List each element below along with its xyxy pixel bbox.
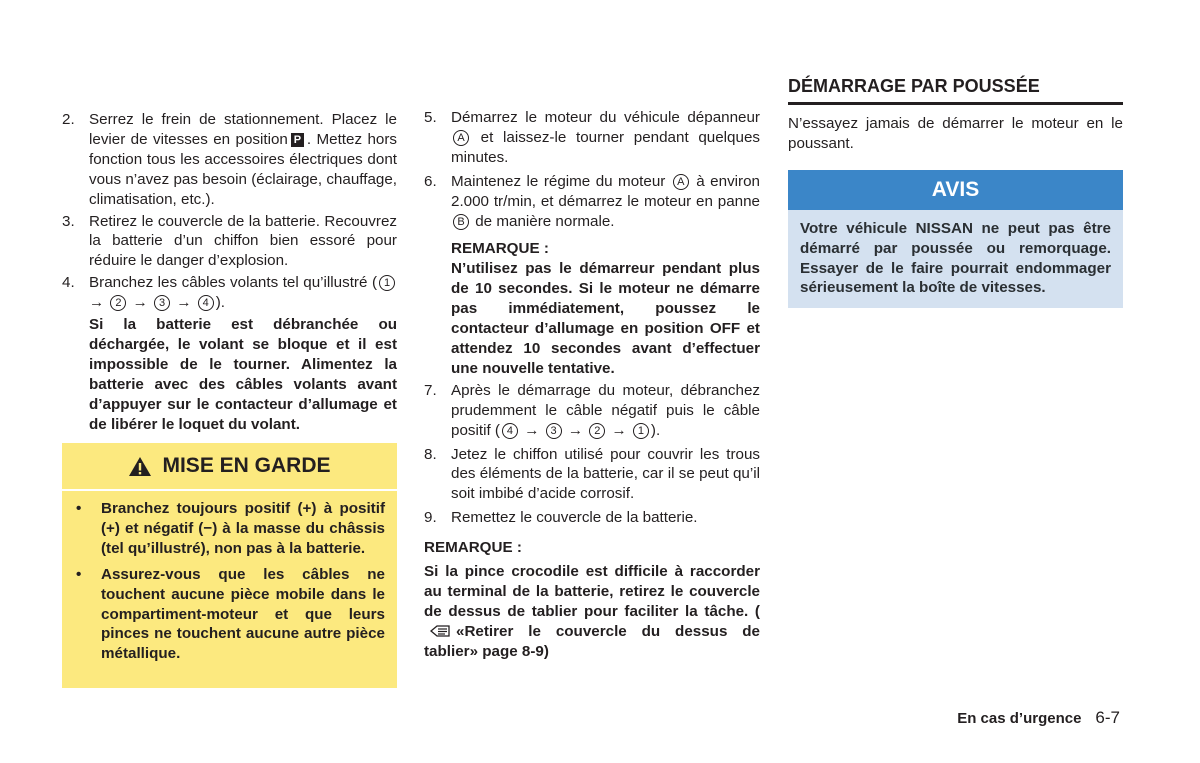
- circle-b-icon: B: [453, 214, 469, 230]
- note-text-part: «Retirer le couvercle du dessus de tablier» page 8-9): [424, 622, 760, 660]
- step-number: 8.: [424, 445, 437, 463]
- step-number: 4.: [62, 274, 75, 292]
- park-position-icon: P: [291, 133, 304, 147]
- circle-a-icon: A: [673, 174, 689, 190]
- step-text-part: ).: [650, 421, 661, 439]
- circle-2-icon: 2: [589, 423, 605, 439]
- caution-list: [62, 491, 397, 664]
- step-text-part: de manière normale.: [475, 212, 615, 230]
- step-text-part: . Mettez hors fonction tous les accessoires électriques dont vous n’avez pas besoin (éclairage, chauffage, climatisation, etc.).: [89, 130, 398, 208]
- left-column: [62, 110, 397, 437]
- caution-title: MISE EN GARDE: [162, 454, 331, 477]
- bullet-icon: •: [76, 500, 82, 517]
- step-text: Remettez le couvercle de la batterie.: [451, 509, 698, 527]
- circle-a-icon: A: [453, 130, 469, 146]
- warning-icon: [128, 456, 152, 477]
- arrow-icon: →: [132, 294, 148, 312]
- bullet-icon: •: [76, 565, 82, 583]
- caution-box: [62, 443, 397, 688]
- circle-3-icon: 3: [546, 423, 562, 439]
- caution-header: [62, 443, 397, 491]
- step-text-part: ).: [215, 294, 226, 312]
- arrow-icon: →: [567, 421, 584, 439]
- notice-title: AVIS: [788, 170, 1123, 210]
- step-text-part: et laissez-le tourner pendant quelques minutes.: [451, 128, 760, 166]
- arrow-icon: →: [89, 294, 105, 312]
- page-reference-icon: [430, 623, 452, 639]
- note-text-part: Si la pince crocodile est difficile à raccorder au terminal de la batterie, retirez le couvercle de dessus de tablier pour faciliter la tâche. (: [424, 563, 760, 620]
- step-number: 5.: [424, 109, 437, 126]
- step-text: [451, 172, 760, 232]
- middle-column: [424, 108, 760, 662]
- note-text: [424, 562, 760, 662]
- step-text: Retirez le couvercle de la batterie. Recouvrez la batterie d’un chiffon bien essoré pour réduire le danger d’explosion.: [89, 212, 397, 270]
- step-text-part: Serrez le frein de stationnement. Placez le levier de vitesses en position: [89, 111, 397, 148]
- circle-1-icon: 1: [633, 423, 649, 439]
- step-2: [62, 110, 397, 210]
- note-block: [451, 239, 760, 378]
- step-number: 3.: [62, 212, 75, 230]
- caution-text: Branchez toujours positif (+) à positif (+) et négatif (−) à la masse du châssis (tel qu’illustré), non pas à la batterie.: [101, 500, 385, 557]
- circle-1-icon: 1: [379, 275, 395, 291]
- circle-4-icon: 4: [198, 295, 214, 311]
- step-text: [451, 381, 760, 441]
- step-text: [89, 110, 397, 210]
- step-4: [62, 273, 397, 434]
- caution-item: [76, 499, 385, 559]
- circle-2-icon: 2: [110, 295, 126, 311]
- circle-3-icon: 3: [154, 295, 170, 311]
- page-footer: [957, 708, 1120, 728]
- step-text: [89, 273, 397, 434]
- note-block: [424, 538, 760, 661]
- step-text-part: Maintenez le régime du moteur: [451, 172, 666, 190]
- step-text: Jetez le chiffon utilisé pour couvrir les trous des éléments de la batterie, car il se peut qu’il soit imbibé d’acide corrosif.: [451, 445, 760, 503]
- step-5: [424, 108, 760, 168]
- step-9: [424, 508, 760, 528]
- step-number: 6.: [424, 172, 437, 190]
- step-text-part: Après le démarrage du moteur, débranchez prudemment le câble négatif puis le câble positif (: [451, 381, 760, 439]
- step-3: [62, 212, 397, 272]
- arrow-icon: →: [524, 421, 540, 439]
- caution-item: [76, 565, 385, 665]
- circle-4-icon: 4: [502, 423, 518, 439]
- note-text: N’utilisez pas le démarreur pendant plus de 10 secondes. Si le moteur ne démarre pas immédiatement, poussez le contacteur d’allumage en position OFF et attendez 10 secondes avant d’effectuer une nouvelle tentative.: [451, 260, 760, 377]
- step-warning-text: Si la batterie est débranchée ou déchargée, le volant se bloque et il est impossible de le tourner. Alimentez la batterie avec des câbles volants avant d’appuyer sur le contacteur d’allumage et de libérer le loquet du volant.: [89, 316, 397, 433]
- step-number: 9.: [424, 509, 437, 527]
- right-column: [788, 77, 1123, 308]
- step-number: 2.: [62, 111, 75, 128]
- section-title: DÉMARRAGE PAR POUSSÉE: [788, 77, 1123, 105]
- note-title: REMARQUE :: [424, 539, 522, 557]
- step-text-part: Branchez les câbles volants tel qu’illustré (: [89, 274, 377, 292]
- chapter-title: En cas d’urgence: [957, 710, 1082, 727]
- step-number: 7.: [424, 381, 437, 399]
- step-8: [424, 445, 760, 505]
- step-text: [451, 108, 760, 168]
- step-text-part: à environ 2.000 tr/min, et démarrez le moteur en panne: [451, 172, 760, 210]
- step-6: [424, 172, 760, 232]
- note-title: REMARQUE :: [451, 240, 549, 258]
- arrow-icon: →: [611, 421, 627, 439]
- step-7: [424, 381, 760, 441]
- notice-text: Votre véhicule NISSAN ne peut pas être démarré par poussée ou remorquage. Essayer de le faire pourrait endommager sérieusement la boîte de vitesses.: [800, 219, 1111, 297]
- arrow-icon: →: [176, 294, 192, 312]
- page-number: 6-7: [1095, 708, 1120, 727]
- section-text: N’essayez jamais de démarrer le moteur en le poussant.: [788, 114, 1123, 152]
- step-text-part: Démarrez le moteur du véhicule dépanneur: [451, 109, 760, 126]
- caution-text: Assurez-vous que les câbles ne touchent aucune pièce mobile dans le compartiment-moteur et que leurs pinces ne touchent aucune autre pièce métallique.: [101, 565, 385, 663]
- notice-box: [788, 170, 1123, 309]
